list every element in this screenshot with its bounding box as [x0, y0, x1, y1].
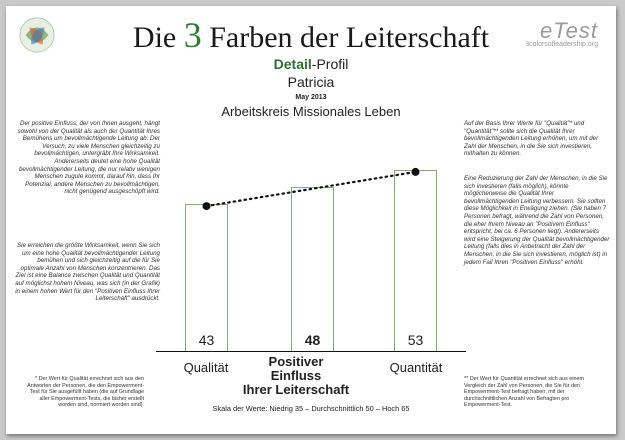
brand — [525, 18, 598, 48]
x-label-qualitaet: Qualität — [183, 360, 229, 375]
chart — [146, 146, 476, 351]
subtitle-bold: Detail — [273, 56, 312, 72]
footnote-right: ** Der Wert für Quantität errechnet sich aus einem Vergleich der Zahl von Personen, die Sie für den Empowerment-Test befragt haben, mit der durchschnittlichen Anzahl von Befragten pro Empowerment-Test. — [464, 376, 585, 409]
x-label-line-3: Ihrer Leiterschaft — [242, 382, 350, 397]
subtitle-rest: -Profil — [311, 56, 349, 72]
trend-point-quantitaet — [412, 168, 420, 176]
person-name: Patricia — [287, 74, 335, 90]
title-number: 3 — [183, 15, 202, 55]
title-before: Die — [132, 21, 177, 54]
left-paragraph-1: Der positive Einfluss, der von Ihnen ausgeht, hängt sowohl von der Qualität als auch der Quantität Ihres Bemühens um bevollmächtigende Leitung ab. Der Versuch, zu viele Menschen gleichzeitig zu bevollmächtigen, untergräbt Ihre Wirksamkeit. Andererseits deutet eine hohe Qualität bevollmächtigender Leitung, die nur relativ wenigen Menschen zugute kommt, darauf hin, dass Ihr Potenzial, andere Menschen zu bevollmächtigen, nicht genügend ausgeschöpft wird. — [17, 120, 160, 196]
left-paragraph-2: Sie erreichen die größte Wirksamkeit, wenn Sie sich um eine hohe Qualität bevollmächtigender Leitung bemühen und sich gleichzeitig auf die für Sie optimale Anzahl von Menschen konzentrieren. Das Ziel ist eine Balance zwischen Qualität und Quantität auf möglichst hohem Niveau, was sich (in der Grafik) in einem hohen Wert für den "Positiven Einfluss Ihrer Leiterschaft" ausdrückt. — [15, 242, 160, 303]
value-label-qualitaet: 43 — [198, 332, 215, 348]
report-date: May 2013 — [295, 94, 327, 101]
trend-point-qualitaet — [203, 202, 211, 210]
value-label-quantitaet: 53 — [407, 332, 424, 348]
title-after: Farben der Leiterschaft — [209, 21, 490, 54]
brand-mark: eTest — [539, 18, 598, 43]
report-page — [6, 6, 616, 434]
x-label-positiver-einfluss — [241, 355, 351, 397]
footnote-left: * Der Wert für Qualität errechnet sich aus den Antworten der Personen, die den Empowerment-Test für Sie ausgefüllt haben (die auf Grundlage aller Empowerment-Tests, die bisher erstellt worden sind, normiert worden sind). — [27, 376, 144, 409]
brand-site: 3colorsofleadership.org — [525, 41, 598, 48]
trend-line — [146, 146, 476, 351]
chart-baseline — [156, 351, 466, 352]
x-label-line-2: Einfluss — [270, 368, 322, 383]
right-paragraph-2: Eine Reduzierung der Zahl der Menschen, in die Sie sich investieren (falls möglich), könnte möglicherweise die Qualität Ihrer bevollmächtigenden Leitung verbessern. Sie sollten diese Möglichkeit in Erwägung ziehen. (Sie haben 7 Personen befragt, während die Zahl von Personen, die eher Ihrem Niveau an "Positivem Einfluss" entspricht, bei ca. 6 Personen liegt). Andererseits wird eine Steigerung der Qualität bevollmächtigender Leitung (falls dies in Anbetracht der Zahl der Menschen, in die Sie sich investieren, möglich ist) in jedem Fall Ihren "Positiven Einfluss" erhöht. — [464, 175, 610, 266]
x-label-line-1: Positiver — [268, 354, 324, 369]
scale-text: Skala der Werte: Niedrig 35 – Durchschnittlich 50 – Hoch 65 — [212, 404, 410, 413]
x-label-quantitaet: Quantität — [389, 360, 443, 375]
value-label-positiver-einfluss: 48 — [304, 332, 321, 348]
group-name: Arbeitskreis Missionales Leben — [221, 104, 401, 119]
right-paragraph-1: Auf der Basis Ihrer Werte für "Qualität"* und "Quantität"** sollte sich die Qualität Ihrer bevollmächtigenden Leitung erhöhen, um mit der Zahl der Menschen, in die Sie sich investieren, mithalten zu können. — [464, 120, 599, 158]
subtitle — [6, 56, 616, 72]
